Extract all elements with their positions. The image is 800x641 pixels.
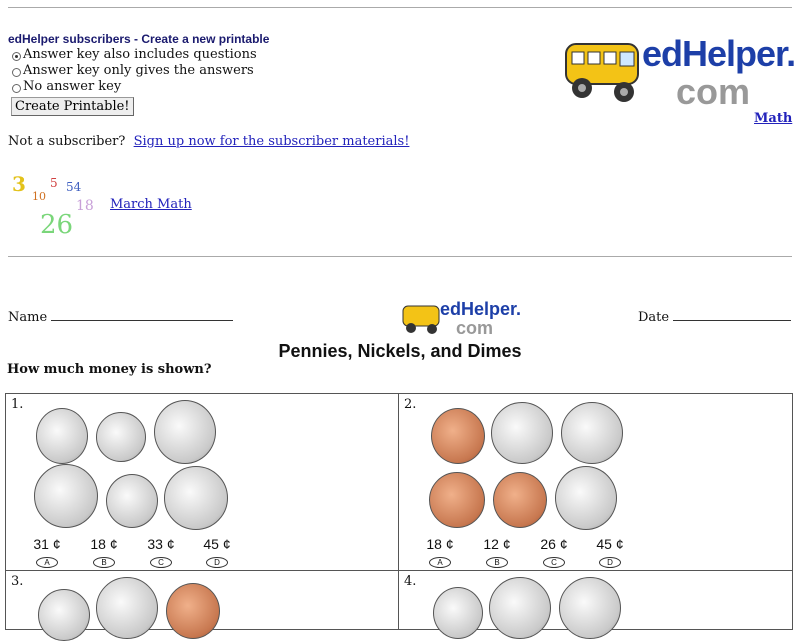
nickel-back-coin: [559, 577, 621, 639]
option-answer-key-answers[interactable]: [10, 62, 257, 78]
question-3: [5, 570, 399, 630]
answer-value: 45 ¢: [203, 536, 231, 552]
answer-bubble[interactable]: D: [206, 557, 228, 568]
answer-c[interactable]: [144, 536, 178, 568]
march-math-link[interactable]: March Math: [110, 197, 192, 212]
dime-coin: [38, 589, 90, 641]
name-field: [8, 310, 233, 325]
nickel-back-coin: [491, 402, 553, 464]
number: 5: [50, 176, 58, 190]
school-bus-icon: [402, 300, 442, 334]
nickel-coin: [555, 466, 617, 530]
question-number: 3.: [11, 574, 24, 589]
option-label: No answer key: [23, 78, 122, 94]
number: 18: [76, 198, 94, 214]
question-number: 4.: [404, 574, 417, 589]
instruction: How much money is shown?: [7, 362, 212, 377]
answer-bubble[interactable]: C: [150, 557, 172, 568]
signup-link[interactable]: Sign up now for the subscriber materials!: [133, 134, 410, 149]
option-label: Answer key only gives the answers: [23, 62, 254, 78]
date-field: [638, 310, 791, 325]
answer-value: 18 ¢: [90, 536, 118, 552]
answer-value: 31 ¢: [33, 536, 61, 552]
school-bus-icon: [564, 36, 644, 108]
subscriber-heading: edHelper subscribers - Create a new printable: [8, 32, 270, 46]
answer-bubble[interactable]: B: [93, 557, 115, 568]
penny-coin: [493, 472, 547, 528]
question-4: [398, 570, 793, 630]
answer-value: 45 ¢: [596, 536, 624, 552]
worksheet-title: Pennies, Nickels, and Dimes: [278, 341, 522, 361]
radio-selected[interactable]: [12, 52, 21, 61]
logo-text-edhelper: edHelper.: [642, 33, 796, 74]
logo-text-com: com: [456, 318, 494, 338]
date-label: Date: [638, 310, 670, 325]
nickel-coin: [96, 577, 158, 639]
logo-text-edhelper: edHelper.: [440, 299, 522, 319]
radio[interactable]: [12, 84, 21, 93]
signup-line: [8, 134, 409, 149]
answer-value: 18 ¢: [426, 536, 454, 552]
dime-back-coin: [36, 408, 88, 464]
nickel-coin: [154, 400, 216, 464]
answer-b[interactable]: [87, 536, 121, 568]
answer-value: 12 ¢: [483, 536, 511, 552]
march-math-image[interactable]: [10, 170, 100, 245]
question-number: 1.: [11, 397, 24, 412]
answer-key-options: [10, 46, 257, 94]
number: 3: [12, 172, 26, 196]
nickel-back-coin: [164, 466, 228, 530]
answer-bubble[interactable]: D: [599, 557, 621, 568]
answer-b[interactable]: [480, 536, 514, 568]
option-no-answer-key[interactable]: [10, 78, 257, 94]
penny-coin: [431, 408, 485, 464]
top-divider: [8, 7, 792, 8]
create-printable-button[interactable]: Create Printable!: [11, 97, 134, 116]
answer-bubble[interactable]: B: [486, 557, 508, 568]
nickel-back-coin: [561, 402, 623, 464]
dime-coin: [96, 412, 146, 462]
option-label: Answer key also includes questions: [23, 46, 257, 62]
penny-back-coin: [166, 583, 220, 639]
answer-value: 26 ¢: [540, 536, 568, 552]
edhelper-logo[interactable]: [564, 33, 796, 112]
dime-back-coin: [106, 474, 158, 528]
number: 10: [32, 190, 46, 203]
answer-d[interactable]: [200, 536, 234, 568]
logo-text-com: com: [676, 71, 751, 112]
question-1: [5, 393, 399, 571]
section-divider: [8, 256, 792, 257]
question-2: [398, 393, 793, 571]
answer-value: 33 ¢: [147, 536, 175, 552]
answer-bubble[interactable]: C: [543, 557, 565, 568]
edhelper-small-logo: [402, 300, 522, 338]
number: 54: [66, 180, 82, 194]
name-label: Name: [8, 310, 48, 325]
question-number: 2.: [404, 397, 417, 412]
radio[interactable]: [12, 68, 21, 77]
answer-d[interactable]: [593, 536, 627, 568]
option-answer-key-questions[interactable]: [10, 46, 257, 62]
number: 26: [40, 210, 74, 240]
not-subscriber-text: Not a subscriber?: [8, 134, 126, 149]
answer-a[interactable]: [423, 536, 457, 568]
math-link[interactable]: Math: [754, 111, 793, 126]
nickel-coin: [489, 577, 551, 639]
answer-bubble[interactable]: A: [36, 557, 58, 568]
answer-a[interactable]: [30, 536, 64, 568]
dime-coin: [433, 587, 483, 639]
answer-c[interactable]: [537, 536, 571, 568]
penny-back-coin: [429, 472, 485, 528]
nickel-coin: [34, 464, 98, 528]
answer-bubble[interactable]: A: [429, 557, 451, 568]
